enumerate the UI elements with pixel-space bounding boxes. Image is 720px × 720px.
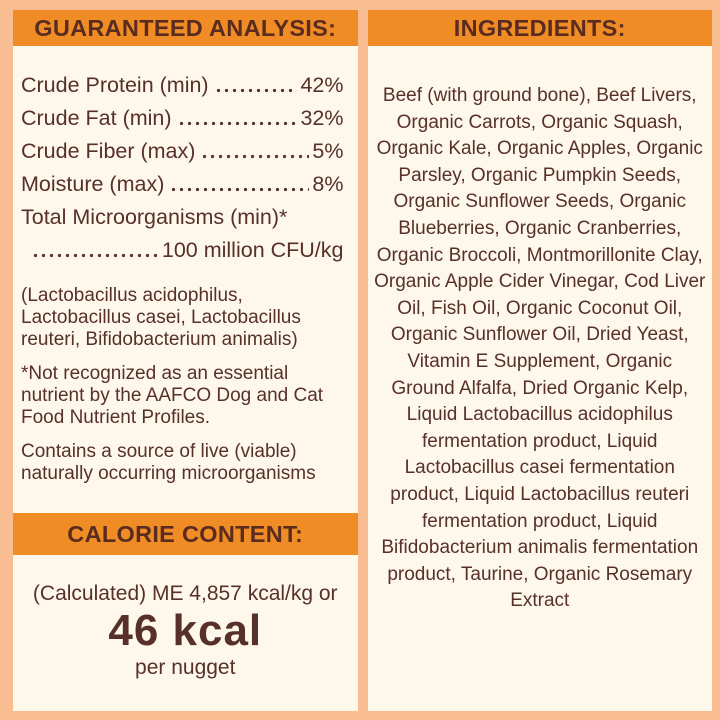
- dot-leader: [179, 121, 298, 126]
- analysis-row-crude-protein: [21, 69, 344, 102]
- analysis-row-crude-fiber: [21, 135, 344, 168]
- right-column: [368, 10, 713, 711]
- analysis-value: 42%: [300, 73, 344, 97]
- analysis-row-total-microorganisms: [21, 201, 344, 234]
- dot-leader: [202, 154, 309, 159]
- analysis-label: Crude Fiber (max): [21, 139, 196, 163]
- left-column: [13, 10, 358, 711]
- calorie-per-nugget: per nugget: [135, 656, 236, 679]
- analysis-row-moisture: [21, 168, 344, 201]
- guaranteed-analysis-header: [13, 10, 358, 46]
- ingredients-header: [368, 10, 713, 46]
- dot-leader: [33, 253, 159, 258]
- calorie-content-title: CALORIE CONTENT:: [67, 520, 304, 547]
- calorie-content-panel: [13, 555, 358, 711]
- calorie-calculated-line: (Calculated) ME 4,857 kcal/kg or: [32, 582, 338, 605]
- analysis-label: Crude Protein (min): [21, 73, 209, 97]
- note-aafco-disclaimer: *Not recognized as an essential nutrient by the AAFCO Dog and Cat Food Nutrient Profiles.: [21, 363, 324, 428]
- analysis-value: 8%: [312, 172, 344, 196]
- dot-leader: [216, 88, 298, 93]
- guaranteed-analysis-panel: [13, 46, 358, 513]
- note-bacteria-species: (Lactobacillus acidophilus, Lactobacillus casei, Lactobacillus reuteri, Bifidobacterium animalis): [21, 285, 301, 350]
- analysis-row-microorganisms-value: [21, 234, 344, 267]
- analysis-row-crude-fat: [21, 102, 344, 135]
- analysis-label: Crude Fat (min): [21, 106, 172, 130]
- analysis-label: Moisture (max): [21, 172, 165, 196]
- analysis-label: Total Microorganisms (min)*: [21, 205, 288, 229]
- analysis-value: 100 million CFU/kg: [161, 238, 344, 262]
- guaranteed-analysis-title: GUARANTEED ANALYSIS:: [34, 14, 337, 41]
- note-live-microorganisms: Contains a source of live (viable) naturally occurring microorganisms: [21, 441, 316, 484]
- ingredients-title: INGREDIENTS:: [453, 14, 626, 41]
- ingredients-panel: [368, 46, 713, 711]
- analysis-value: 32%: [300, 106, 344, 130]
- dot-leader: [171, 187, 309, 192]
- calorie-value: 46 kcal: [108, 606, 263, 655]
- calorie-content-header: [13, 513, 358, 555]
- analysis-value: 5%: [312, 139, 344, 163]
- ingredients-list: Beef (with ground bone), Beef Livers, Organic Carrots, Organic Squash, Organic Kale, Organic Apples, Organic Parsley, Organic Pumpkin Seeds, Organic Sunflower Seeds, Organic Blueberries, Organic Cranberries, Organic Broccoli, Montmorillonite Clay, Organic Apple Cider Vinegar, Cod Liver Oil, Fish Oil, Organic Coconut Oil, Organic Sunflower Oil, Dried Yeast, Vitamin E Supplement, Organic Ground Alfalfa, Dried Organic Kelp, Liquid Lactobacillus acidophilus fermentation product, Liquid Lactobacillus casei fermentation product, Liquid Lactobacillus reuteri fermentation product, Liquid Bifidobacterium animalis fermentation product, Taurine, Organic Rosemary Extract: [374, 85, 706, 612]
